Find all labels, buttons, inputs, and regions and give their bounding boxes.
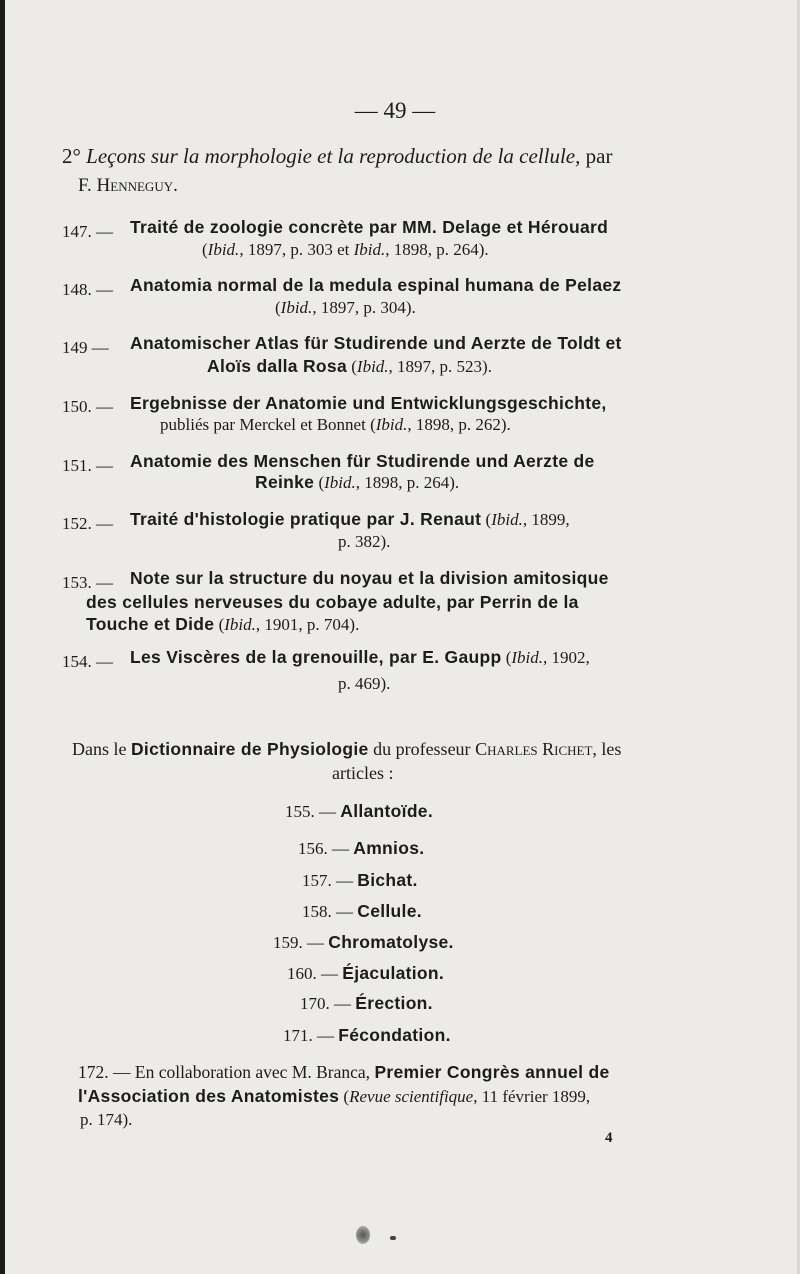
ink-blot-icon [356, 1226, 370, 1244]
item-2-title: Leçons sur la morphologie et la reproduction de la cellule, [86, 144, 581, 168]
entry-154-ref: p. 469). [338, 674, 391, 693]
ink-dot-icon [390, 1236, 396, 1240]
entry-150-title: Ergebnisse der Anatomie und Entwicklungsgeschichte, [130, 393, 607, 413]
article-171: 171. — Fécondation. [283, 1025, 451, 1045]
entry-148-title: Anatomia normal de la medula espinal humana de Pelaez [130, 275, 622, 295]
entry-153-number: 153. — [62, 573, 113, 592]
item-2-par: par [585, 144, 613, 168]
article-155: 155. — Allantoïde. [285, 801, 433, 821]
page-number: — 49 — [354, 98, 436, 123]
entry-172-line1: 172. — En collaboration avec M. Branca, Premier Congrès annuel de [78, 1062, 610, 1082]
article-160: 160. — Éjaculation. [287, 963, 445, 983]
entry-151-number: 151. — [62, 456, 113, 475]
article-157: 157. — Bichat. [302, 870, 418, 890]
item-2-line1 [62, 146, 668, 167]
entry-147-number: 147. — [62, 222, 113, 241]
entry-147-ref: (Ibid., 1897, p. 303 et Ibid., 1898, p. 264). [202, 240, 489, 259]
entry-151-ref: Reinke (Ibid., 1898, p. 264). [255, 472, 460, 492]
dictionary-intro-line2: articles : [332, 763, 394, 783]
entry-153-ref: Touche et Dide (Ibid., 1901, p. 704). [86, 614, 360, 634]
entry-153-line1: Note sur la structure du noyau et la division amitosique [130, 568, 609, 588]
entry-152-ref: p. 382). [338, 532, 391, 551]
entry-150-number: 150. — [62, 397, 113, 416]
article-156: 156. — Amnios. [298, 838, 425, 858]
entry-148-number: 148. — [62, 280, 113, 299]
dictionary-intro: Dans le Dictionnaire de Physiologie du professeur Charles Richet, les [72, 739, 622, 759]
entry-172-line3: p. 174). [80, 1110, 133, 1129]
article-159: 159. — Chromatolyse. [273, 932, 454, 952]
entry-148-ref: (Ibid., 1897, p. 304). [275, 298, 416, 317]
article-158: 158. — Cellule. [302, 901, 422, 921]
entry-150-ref: publiés par Merckel et Bonnet (Ibid., 1898, p. 262). [160, 415, 511, 434]
scan-left-edge [0, 0, 5, 1274]
item-2-author: F. Henneguy. [78, 175, 178, 196]
entry-152-title: Traité d'histologie pratique par J. Renaut (Ibid., 1899, [130, 509, 570, 529]
entry-147-title: Traité de zoologie concrète par MM. Delage et Hérouard [130, 217, 609, 237]
entry-152-number: 152. — [62, 514, 113, 533]
entry-153-line2: des cellules nerveuses du cobaye adulte, par Perrin de la [86, 592, 579, 612]
entry-154-title: Les Viscères de la grenouille, par E. Gaupp (Ibid., 1902, [130, 647, 590, 667]
entry-172-line2: l'Association des Anatomistes (Revue scientifique, 11 février 1899, [78, 1086, 591, 1106]
article-170: 170. — Érection. [300, 993, 433, 1013]
entry-151-title: Anatomie des Menschen für Studirende und Aerzte de [130, 451, 595, 471]
item-2-number: 2° [62, 144, 81, 168]
signature-mark: 4 [605, 1130, 613, 1146]
entry-149-number: 149 — [62, 338, 109, 357]
entry-154-number: 154. — [62, 652, 113, 671]
entry-149-title: Anatomischer Atlas für Studirende und Aerzte de Toldt et [130, 333, 622, 353]
entry-149-ref: Aloïs dalla Rosa (Ibid., 1897, p. 523). [207, 356, 492, 376]
